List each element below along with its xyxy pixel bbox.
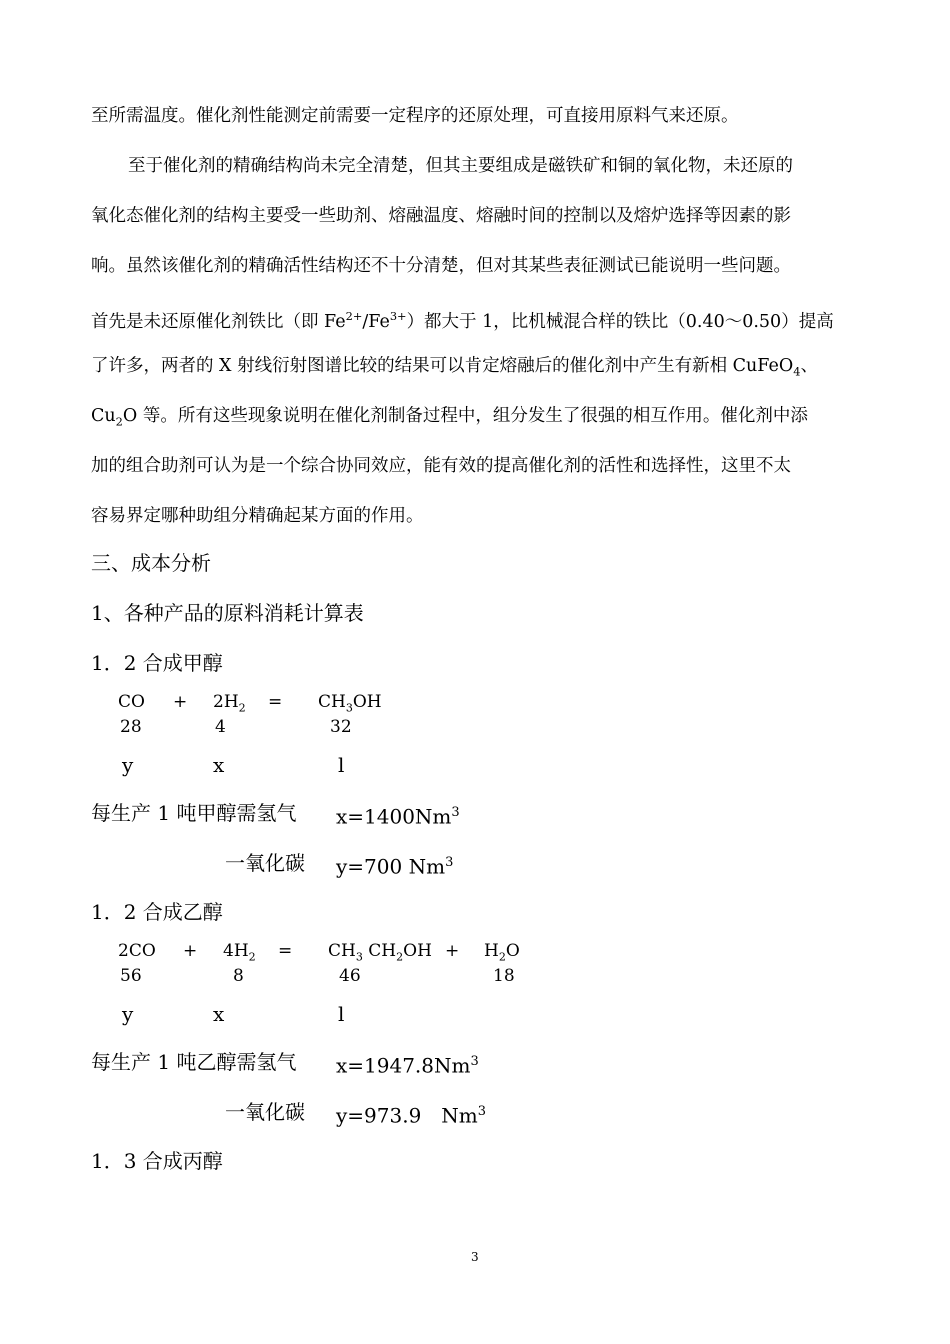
text-segment: CH (362, 941, 397, 961)
text-segment: 4H (223, 941, 249, 961)
ethanol-result-h2-value (336, 1049, 479, 1079)
methanol-var-y: y (122, 753, 134, 777)
section-3-title: 三、成本分析 (91, 551, 211, 575)
ethanol-eq-plus: + (183, 941, 198, 961)
superscript: 2+ (345, 309, 363, 323)
subsection-1-title: 1、各种产品的原料消耗计算表 (91, 601, 364, 625)
methanol-eq-equals: = (268, 692, 283, 712)
ethanol-mw-h2: 8 (233, 966, 244, 986)
propanol-title: 1．3 合成丙醇 (91, 1149, 223, 1173)
text-segment: y=973.9 Nm (336, 1103, 478, 1128)
text-segment: ）都大于 1，比机械混合样的铁比（0.40～0.50）提高 (406, 311, 834, 332)
subscript: 2 (498, 950, 506, 964)
subscript: 2 (115, 414, 123, 429)
methanol-mw-co: 28 (120, 717, 142, 737)
ethanol-eq-water (484, 941, 520, 967)
text-segment: /Fe (362, 311, 390, 332)
subscript: 2 (396, 950, 404, 964)
text-segment: CH (328, 941, 356, 961)
superscript: 3 (470, 1054, 479, 1069)
ethanol-eq-plus-2: + (445, 941, 460, 961)
page-number: 3 (471, 1250, 479, 1264)
ethanol-title: 1．2 合成乙醇 (91, 900, 223, 924)
methanol-result-co-value (336, 850, 453, 880)
methanol-eq-product (318, 692, 382, 718)
paragraph-2-line-4 (91, 304, 834, 334)
methanol-var-1: l (338, 753, 345, 777)
paragraph-2-line-5 (91, 354, 818, 384)
superscript: 3 (477, 1104, 487, 1119)
ethanol-result-co-value (336, 1099, 486, 1129)
text-segment: Cu (91, 406, 116, 426)
text-segment: OH (352, 692, 382, 712)
subscript: 4 (793, 364, 801, 379)
methanol-mw-product: 32 (330, 717, 352, 737)
text-segment: 首先是未还原催化剂铁比（即 Fe (91, 311, 346, 332)
methanol-result-co-label: 一氧化碳 (225, 851, 305, 875)
superscript: 3 (445, 855, 454, 870)
ethanol-mw-water: 18 (493, 966, 515, 986)
ethanol-mw-product: 46 (339, 966, 361, 986)
ethanol-mw-co: 56 (120, 966, 142, 986)
text-segment: O 等。所有这些现象说明在催化剂制备过程中，组分发生了很强的相互作用。催化剂中添 (122, 406, 808, 426)
methanol-eq-co: CO (118, 692, 145, 712)
superscript: 3+ (389, 309, 407, 323)
paragraph-2-line-8: 容易界定哪种助组分精确起某方面的作用。 (91, 506, 424, 526)
subscript: 2 (248, 950, 256, 964)
text-segment: H (484, 941, 499, 961)
text-segment: x=1400Nm (336, 804, 452, 829)
text-segment: O (505, 941, 520, 961)
text-segment: 、 (800, 356, 818, 376)
ethanol-var-1: l (338, 1002, 345, 1026)
text-segment: CH (318, 692, 346, 712)
paragraph-2-line-6 (91, 404, 808, 434)
ethanol-eq-h2 (223, 941, 256, 967)
subscript: 3 (355, 950, 363, 964)
text-segment: OH (403, 941, 432, 961)
methanol-eq-h2 (213, 692, 246, 718)
ethanol-result-co-label: 一氧化碳 (225, 1100, 305, 1124)
superscript: 3 (451, 805, 460, 820)
ethanol-result-h2-label: 每生产 1 吨乙醇需氢气 (91, 1050, 297, 1074)
ethanol-var-y: y (122, 1002, 134, 1026)
methanol-title: 1．2 合成甲醇 (91, 651, 223, 675)
text-segment: 了许多，两者的 X 射线衍射图谱比较的结果可以肯定熔融后的催化剂中产生有新相 CuFeO (91, 356, 794, 376)
methanol-eq-plus: + (173, 692, 188, 712)
ethanol-eq-equals: = (278, 941, 293, 961)
paragraph-2-line-7: 加的组合助剂可认为是一个综合协同效应，能有效的提高催化剂的活性和选择性，这里不太 (91, 456, 791, 476)
text-segment: 2H (213, 692, 239, 712)
subscript: 3 (345, 701, 353, 715)
ethanol-eq-product (328, 941, 432, 967)
methanol-mw-h2: 4 (215, 717, 226, 737)
methanol-result-h2-value (336, 800, 460, 830)
methanol-result-h2-label: 每生产 1 吨甲醇需氢气 (91, 801, 297, 825)
ethanol-eq-co: 2CO (118, 941, 156, 961)
paragraph-2-line-3: 响。虽然该催化剂的精确活性结构还不十分清楚，但对其某些表征测试已能说明一些问题。 (91, 256, 791, 276)
subscript: 2 (238, 701, 246, 715)
ethanol-var-x: x (213, 1002, 225, 1026)
paragraph-2-line-1: 至于催化剂的精确结构尚未完全清楚，但其主要组成是磁铁矿和铜的氧化物，未还原的 (128, 156, 793, 176)
text-segment: y=700 Nm (336, 854, 446, 879)
methanol-var-x: x (213, 753, 225, 777)
paragraph-1-line-1: 至所需温度。催化剂性能测定前需要一定程序的还原处理，可直接用原料气来还原。 (91, 106, 739, 126)
paragraph-2-line-2: 氧化态催化剂的结构主要受一些助剂、熔融温度、熔融时间的控制以及熔炉选择等因素的影 (91, 206, 791, 226)
text-segment: x=1947.8Nm (336, 1053, 471, 1078)
